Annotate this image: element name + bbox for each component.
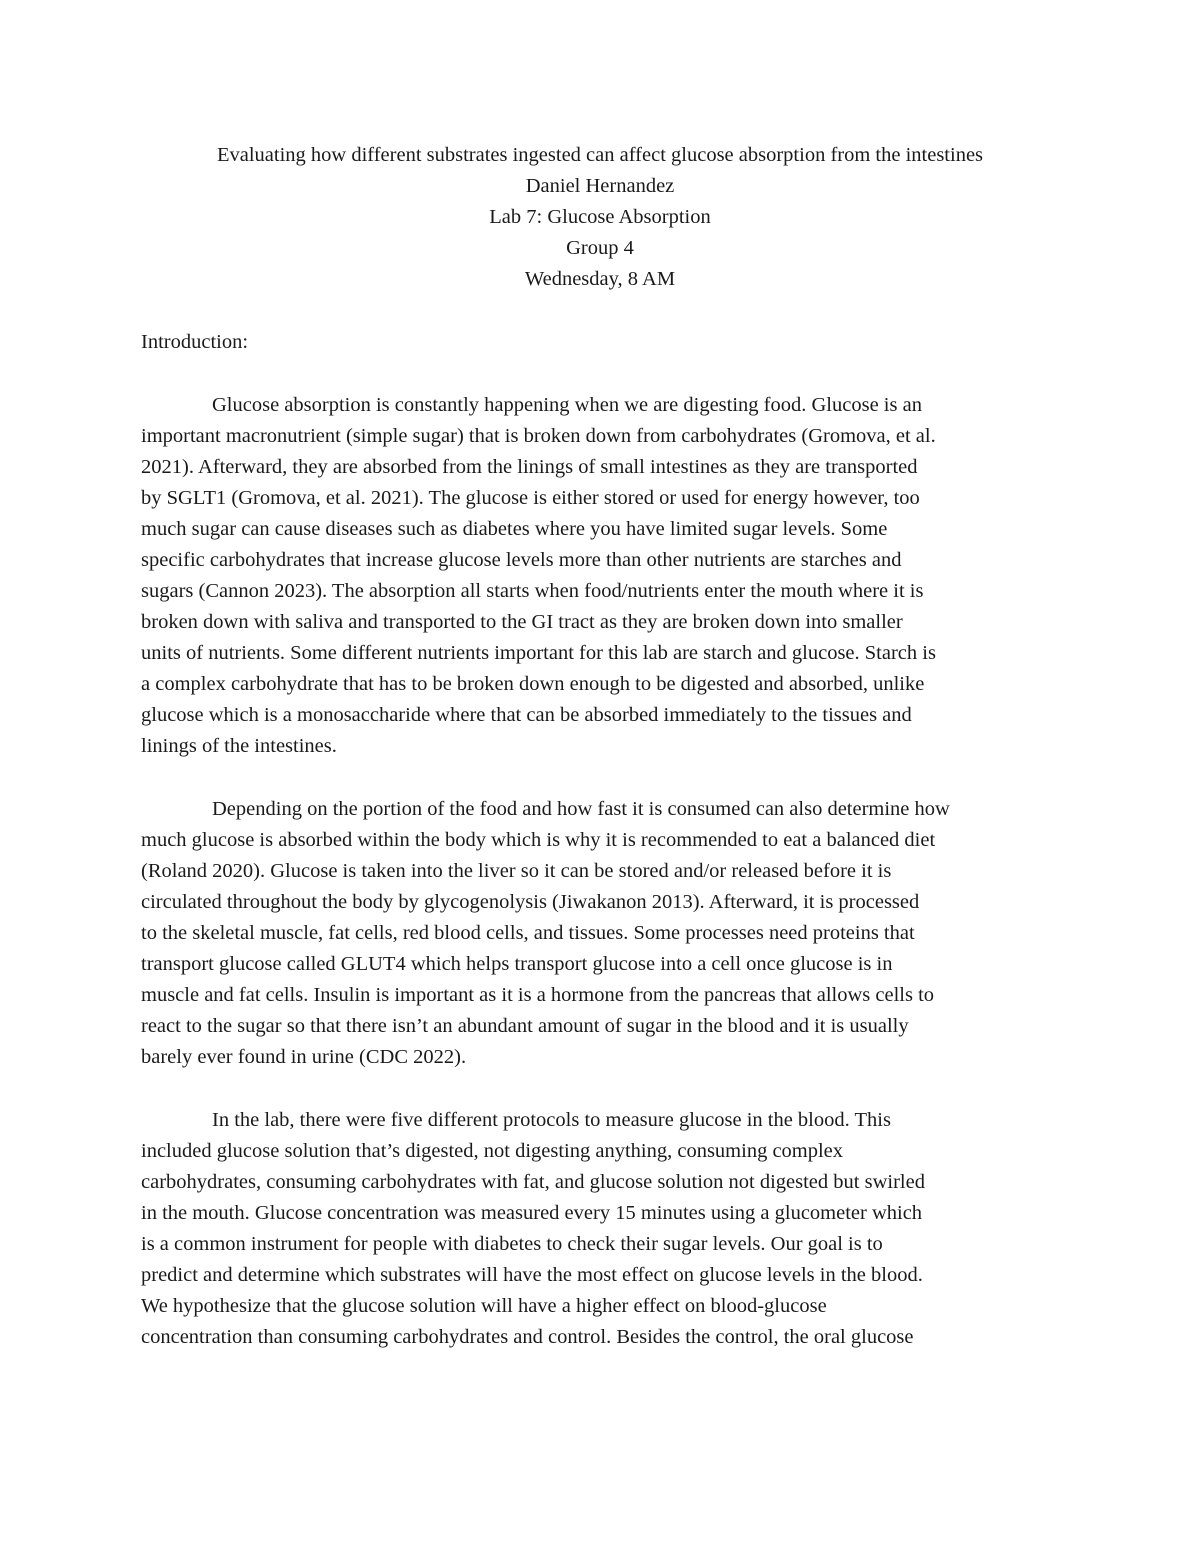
paragraph-2-line: Depending on the portion of the food and how fast it is consumed can also determine how [212, 798, 950, 820]
title-block [100, 140, 1100, 295]
author-name: Daniel Hernandez [525, 175, 675, 197]
paragraph-1-line: by SGLT1 (Gromova, et al. 2021). The glucose is either stored or used for energy however, too [141, 487, 920, 509]
paragraph-1-line: glucose which is a monosaccharide where that can be absorbed immediately to the tissues and [141, 704, 912, 726]
paragraph-2-line: react to the sugar so that there isn’t an abundant amount of sugar in the blood and it is usually [141, 1015, 909, 1037]
paragraph-1-line: linings of the intestines. [141, 735, 337, 757]
paragraph-2-line: barely ever found in urine (CDC 2022). [141, 1046, 467, 1068]
paragraph-2-line: muscle and fat cells. Insulin is important as it is a hormone from the pancreas that allows cells to [141, 984, 935, 1006]
paragraph-3-line: in the mouth. Glucose concentration was measured every 15 minutes using a glucometer which [141, 1202, 923, 1224]
paragraph-2-line: (Roland 2020). Glucose is taken into the liver so it can be stored and/or released before it is [141, 860, 892, 882]
paragraph-2-line: much glucose is absorbed within the body which is why it is recommended to eat a balanced diet [141, 829, 936, 851]
paragraph-2-line: to the skeletal muscle, fat cells, red blood cells, and tissues. Some processes need proteins that [141, 922, 915, 944]
paragraph-3-line: carbohydrates, consuming carbohydrates with fat, and glucose solution not digested but swirled [141, 1171, 925, 1193]
paragraph-1-line: Glucose absorption is constantly happening when we are digesting food. Glucose is an [212, 394, 922, 416]
paragraph-1-line: broken down with saliva and transported to the GI tract as they are broken down into smaller [141, 611, 903, 633]
paragraph-3-line: is a common instrument for people with diabetes to check their sugar levels. Our goal is to [141, 1233, 883, 1255]
session-label: Wednesday, 8 AM [524, 268, 676, 290]
paragraph-1-line: units of nutrients. Some different nutrients important for this lab are starch and glucose. Starch is [141, 642, 936, 664]
paragraph-2-line: transport glucose called GLUT4 which helps transport glucose into a cell once glucose is in [141, 953, 893, 975]
paragraph-3-line: predict and determine which substrates will have the most effect on glucose levels in the blood. [141, 1264, 923, 1286]
paragraph-3-line: We hypothesize that the glucose solution will have a higher effect on blood-glucose [141, 1295, 827, 1317]
paragraph-3-line: included glucose solution that’s digested, not digesting anything, consuming complex [141, 1140, 844, 1162]
paragraph-1-line: specific carbohydrates that increase glucose levels more than other nutrients are starches and [141, 549, 902, 571]
paragraph-1-line: important macronutrient (simple sugar) that is broken down from carbohydrates (Gromova, et al. [141, 425, 936, 447]
paragraph-1-line: 2021). Afterward, they are absorbed from the linings of small intestines as they are transported [141, 456, 918, 478]
paragraph-1-line: much sugar can cause diseases such as diabetes where you have limited sugar levels. Some [141, 518, 888, 540]
section-heading-introduction: Introduction: [141, 331, 249, 353]
group-label: Group 4 [566, 237, 634, 259]
paragraph-1-line: sugars (Cannon 2023). The absorption all starts when food/nutrients enter the mouth where it is [141, 580, 924, 602]
document-title: Evaluating how different substrates ingested can affect glucose absorption from the intestines [216, 144, 984, 166]
paragraph-3-line: concentration than consuming carbohydrates and control. Besides the control, the oral glucose [141, 1326, 914, 1348]
paragraph-1-line: a complex carbohydrate that has to be broken down enough to be digested and absorbed, unlike [141, 673, 925, 695]
paragraph-2-line: circulated throughout the body by glycogenolysis (Jiwakanon 2013). Afterward, it is processed [141, 891, 920, 913]
paragraph-3-line: In the lab, there were five different protocols to measure glucose in the blood. This [212, 1109, 891, 1131]
lab-name: Lab 7: Glucose Absorption [489, 206, 711, 228]
